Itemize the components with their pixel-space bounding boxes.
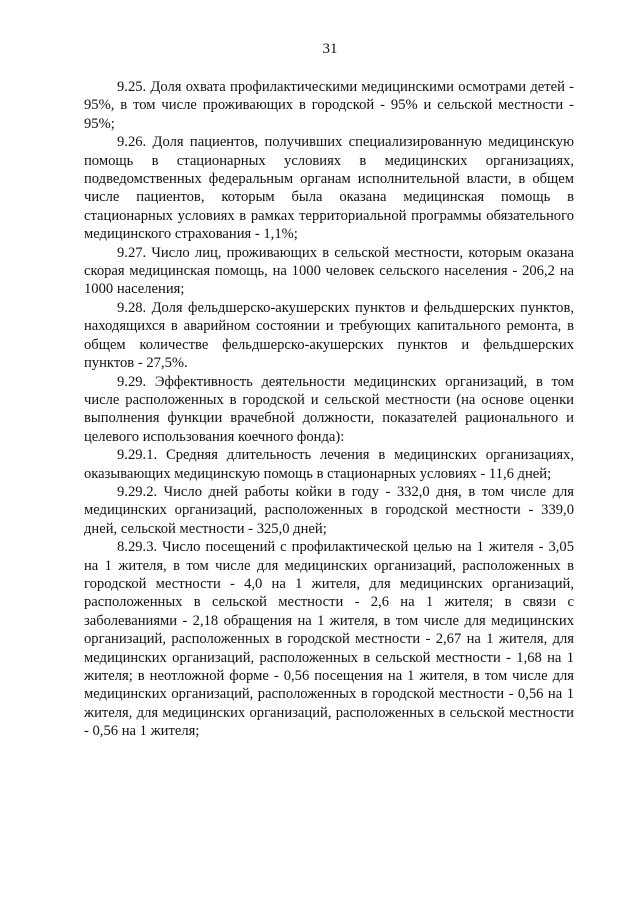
paragraph-9-29: 9.29. Эффективность деятельности медицинских организаций, в том числе расположенных в городской и сельской местности (на основе оценки выполнения функции врачебной должности, показателей рационального и целевого использования коечного фонда): [84,373,574,445]
paragraph-9-27: 9.27. Число лиц, проживающих в сельской местности, которым оказана скорая медицинская помощь, на 1000 человек сельского населения - 206,2 на 1000 населения; [84,244,574,298]
paragraph-8-29-3: 8.29.3. Число посещений с профилактической целью на 1 жителя - 3,05 на 1 жителя, в том числе для медицинских организаций, расположенных в городской местности - 4,0 на 1 жителя, для медицинских организаций, расположенных в сельской местности - 2,6 на 1 жителя; в связи с заболеваниями - 2,18 обращения на 1 жителя, в том числе для медицинских организаций, расположенных в городской местности - 2,67 на 1 жителя, для медицинских организаций, расположенных в сельской местности - 1,68 на 1 жителя; в неотложной форме - 0,56 посещения на 1 жителя, в том числе для медицинских организаций, расположенных в городской местности - 0,56 на 1 жителя, для медицинских организаций, расположенных в сельской местности - 0,56 на 1 жителя; [84,539,574,740]
paragraph-9-29-2: 9.29.2. Число дней работы койки в году - 332,0 дня, в том числе для медицинских организаций, расположенных в городской местности - 339,0 дней, сельской местности - 325,0 дней; [84,483,574,537]
document-page [84,40,574,741]
paragraph-9-28: 9.28. Доля фельдшерско-акушерских пунктов и фельдшерских пунктов, находящихся в аварийном состоянии и требующих капитального ремонта, в общем количестве фельдшерско-акушерских пунктов и фельдшерских пунктов - 27,5%. [84,299,574,372]
page-number: 31 [322,41,338,57]
paragraph-9-26: 9.26. Доля пациентов, получивших специализированную медицинскую помощь в стационарных условиях в медицинских организациях, подведомственных федеральным органам исполнительной власти, в общем числе пациентов, которым была оказана медицинская помощь в стационарных условиях в рамках территориальной программы обязательного медицинского страхования - 1,1%; [84,134,574,243]
paragraph-9-29-1: 9.29.1. Средняя длительность лечения в медицинских организациях, оказывающих медицинскую помощь в стационарных условиях - 11,6 дней; [84,447,574,482]
paragraph-9-25: 9.25. Доля охвата профилактическими медицинскими осмотрами детей - 95%, в том числе проживающих в городской - 95% и сельской местности - 95%; [84,79,574,132]
